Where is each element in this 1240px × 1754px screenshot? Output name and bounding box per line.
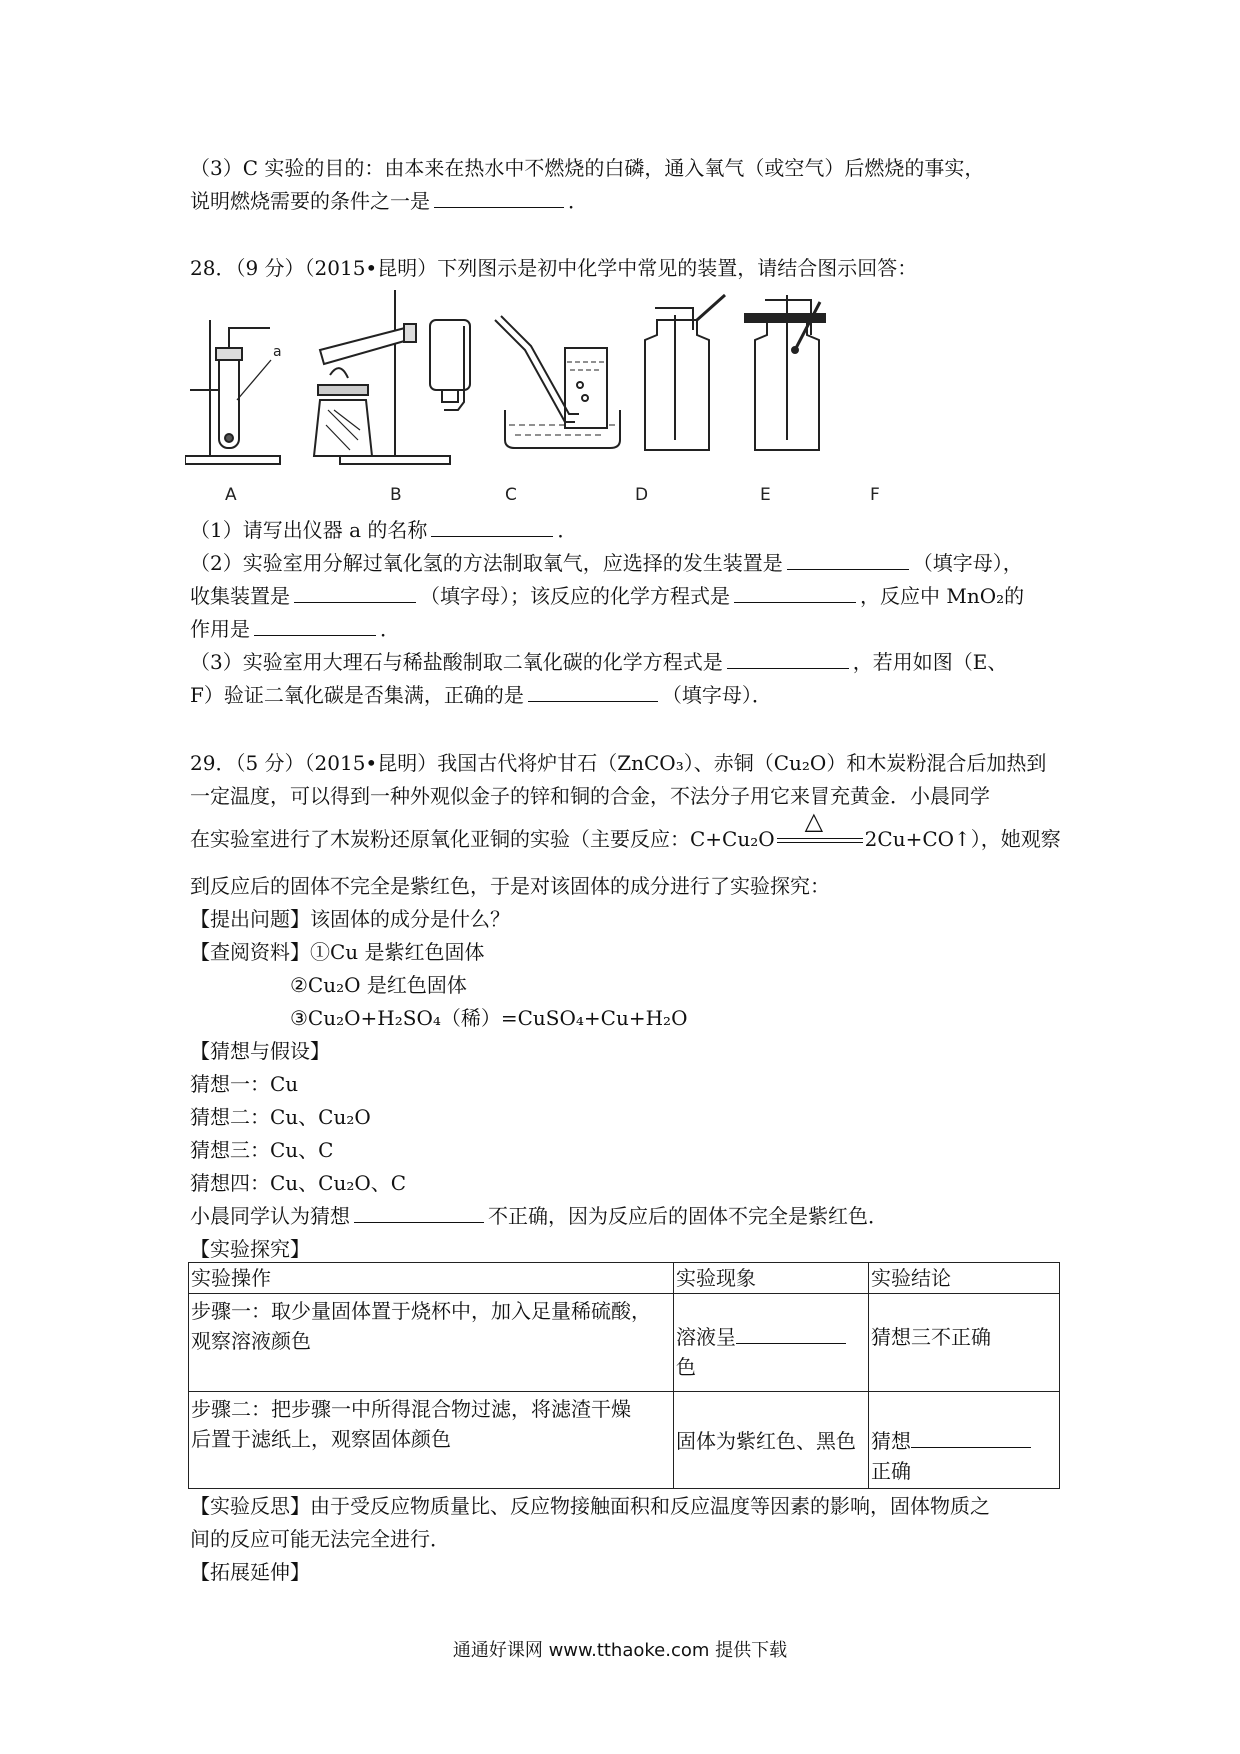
q28-part1 (190, 517, 577, 543)
q29-judgement (190, 1203, 888, 1229)
q29-question-title: 【提出问题】该固体的成分是什么？ (190, 907, 510, 931)
q28-p2-text6: 作用是 (190, 617, 250, 641)
q29-line3-text2: 2Cu+CO↑），她观察 (864, 827, 1061, 851)
table-row (189, 1392, 1060, 1489)
step2-con-text: 猜想 (871, 1429, 911, 1453)
q29-reference-1: 【查阅资料】①Cu 是紫红色固体 (190, 940, 485, 964)
q28-p1-text: （1）请写出仪器 a 的名称 (190, 518, 428, 542)
step2-phenomenon (674, 1392, 869, 1489)
apparatus-e (645, 295, 725, 450)
answer-blank[interactable] (254, 617, 376, 636)
answer-blank[interactable] (727, 650, 849, 669)
answer-blank[interactable] (736, 1325, 846, 1344)
step1-op-line2: 观察溶液颜色 (191, 1329, 311, 1353)
q28-p1-end: ． (557, 518, 578, 542)
step2-conclusion (869, 1392, 1060, 1489)
q28-part3-line1 (190, 649, 1007, 675)
q28-part2-line3 (190, 616, 400, 642)
step2-op-line1: 步骤二：把步骤一中所得混合物过滤，将滤渣干燥 (191, 1397, 631, 1421)
step1-ph-text: 溶液呈 (676, 1325, 736, 1349)
header-conclusion: 实验结论 (869, 1263, 1060, 1294)
pointer-label-a: a (273, 344, 282, 360)
lab-apparatus-figure (185, 290, 925, 470)
q27-line2-text: 说明燃烧需要的条件之一是 (190, 189, 430, 213)
step2-op-line2: 后置于滤纸上，观察固体颜色 (191, 1427, 451, 1451)
answer-blank[interactable] (434, 189, 564, 208)
q29-reflection-line2: 间的反应可能无法完全进行． (190, 1527, 450, 1551)
step1-ph-line2: 色 (676, 1355, 696, 1379)
step1-con-text: 猜想三不正确 (871, 1325, 991, 1349)
q28-part3-line2 (190, 682, 772, 708)
answer-blank[interactable] (294, 584, 416, 603)
q29-reflection-line1: 【实验反思】由于受反应物质量比、反应物接触面积和反应温度等因素的影响，固体物质之 (190, 1494, 990, 1518)
header-phenomenon: 实验现象 (674, 1263, 869, 1294)
q28-header: 28．（9 分）（2015•昆明）下列图示是初中化学中常见的装置，请结合图示回答： (190, 256, 918, 280)
step2-con-line1 (871, 1426, 1057, 1456)
step2-con-line2: 正确 (871, 1459, 911, 1483)
apparatus-f (745, 295, 825, 450)
answer-blank[interactable] (734, 584, 856, 603)
figure-label-e: E (760, 485, 771, 505)
q28-p2-text2: （填字母）， (912, 551, 1023, 575)
q28-p2-text4: （填字母）；该反应的化学方程式是 (420, 584, 730, 608)
q28-part2-line2 (190, 583, 1024, 609)
answer-blank[interactable] (431, 518, 553, 537)
q29-line3-text1: 在实验室进行了木炭粉还原氧化亚铜的实验（主要反应：C+Cu₂O (190, 827, 775, 851)
apparatus-d (495, 316, 620, 448)
step1-conclusion (869, 1294, 1060, 1392)
q28-p3-text1: （3）实验室用大理石与稀盐酸制取二氧化碳的化学方程式是 (190, 650, 723, 674)
figure-label-a: A (225, 485, 237, 505)
q28-p2-text3: 收集装置是 (190, 584, 290, 608)
q29-hypothesis-3: 猜想三：Cu、C (190, 1138, 334, 1162)
answer-blank[interactable] (354, 1204, 484, 1223)
step1-ph-line1 (676, 1322, 866, 1352)
q27-part3-line2 (190, 188, 588, 214)
q29-line2: 一定温度，可以得到一种外观似金子的锌和铜的合金，不法分子用它来冒充黄金．小晨同学 (190, 784, 990, 808)
q29-judge-text2: 不正确，因为反应后的固体不完全是紫红色． (488, 1204, 888, 1228)
q28-p2-text5: ，反应中 MnO₂的 (860, 584, 1025, 608)
experiment-table (188, 1262, 1060, 1489)
q28-p3-text2: ，若用如图（E、 (852, 650, 1008, 674)
answer-blank[interactable] (911, 1429, 1031, 1448)
q29-judge-text1: 小晨同学认为猜想 (190, 1204, 350, 1228)
step1-phenomenon (674, 1294, 869, 1392)
q29-reference-2: ②Cu₂O 是红色固体 (290, 973, 467, 997)
q29-hypothesis-4: 猜想四：Cu、Cu₂O、C (190, 1171, 407, 1195)
figure-label-f: F (870, 485, 880, 505)
figure-label-b: B (390, 485, 402, 505)
answer-blank[interactable] (528, 683, 658, 702)
q29-extension-title: 【拓展延伸】 (190, 1560, 310, 1584)
reaction-arrow (775, 806, 865, 852)
answer-blank[interactable] (787, 551, 909, 570)
q29-hypothesis-title: 【猜想与假设】 (190, 1039, 330, 1063)
apparatus-a (185, 320, 282, 464)
q27-part3-line1: （3）C 实验的目的：由本来在热水中不燃烧的白磷，通入氧气（或空气）后燃烧的事实， (190, 156, 985, 180)
q28-p3-text4: （填字母）． (661, 683, 772, 707)
q28-part2-line1 (190, 550, 1023, 576)
q29-line1: 29．（5 分）（2015•昆明）我国古代将炉甘石（ZnCO₃）、赤铜（Cu₂O）和木炭粉混合后加热到 (190, 751, 1047, 775)
q28-p2-text7: ． (380, 617, 400, 641)
q29-hypothesis-2: 猜想二：Cu、Cu₂O (190, 1105, 371, 1129)
q28-p3-text3: F）验证二氧化碳是否集满，正确的是 (190, 683, 524, 707)
q27-line2-end: ． (568, 189, 588, 213)
step2-ph-text: 固体为紫红色、黑色 (676, 1429, 856, 1453)
figure-label-c: C (505, 485, 517, 505)
q29-reference-3: ③Cu₂O+H₂SO₄（稀）=CuSO₄+Cu+H₂O (290, 1006, 688, 1030)
q29-line3 (190, 806, 1061, 852)
q29-line4: 到反应后的固体不完全是紫红色，于是对该固体的成分进行了实验探究： (190, 874, 830, 898)
step2-operation (189, 1392, 674, 1489)
q29-experiment-title: 【实验探究】 (190, 1237, 310, 1261)
q28-p2-text1: （2）实验室用分解过氧化氢的方法制取氧气，应选择的发生装置是 (190, 551, 783, 575)
q29-hypothesis-1: 猜想一：Cu (190, 1072, 299, 1096)
page-footer: 通通好课网 www.tthaoke.com 提供下载 (452, 1640, 788, 1661)
step1-operation (189, 1294, 674, 1392)
table-header-row (189, 1263, 1060, 1294)
apparatus-c (430, 320, 470, 410)
header-operation: 实验操作 (189, 1263, 674, 1294)
table-row (189, 1294, 1060, 1392)
step1-op-line1: 步骤一：取少量固体置于烧杯中，加入足量稀硫酸， (191, 1299, 651, 1323)
heat-condition: △ (804, 806, 824, 835)
figure-label-d: D (635, 485, 649, 505)
